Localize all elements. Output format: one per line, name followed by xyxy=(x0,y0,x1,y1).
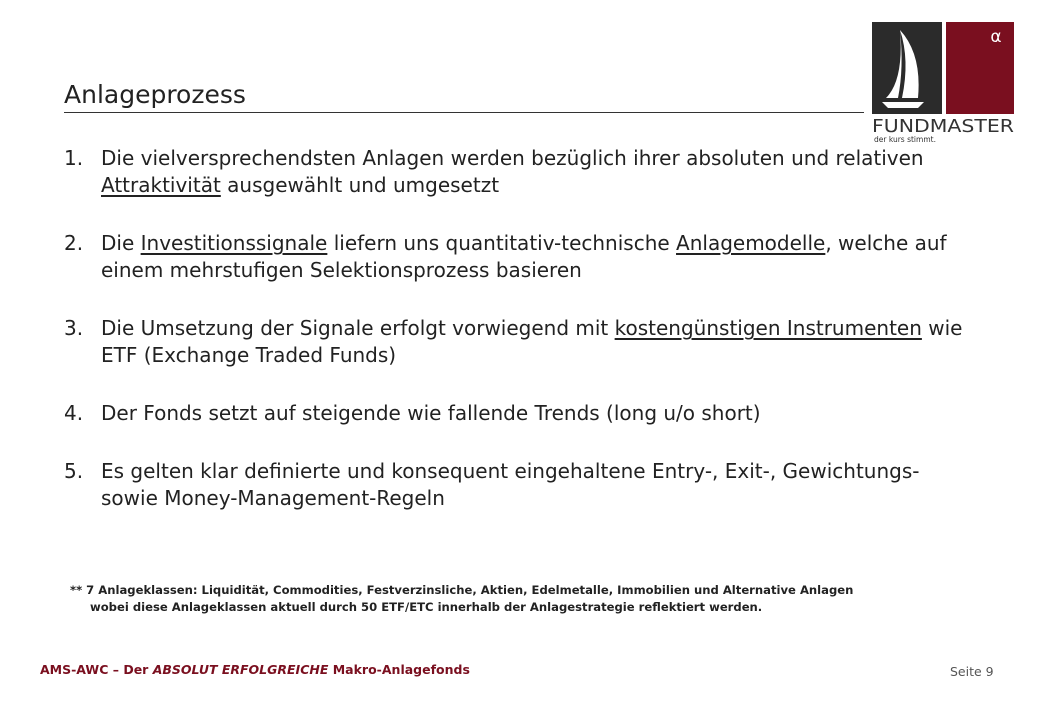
item-text: , welche auf einem mehrstufigen Selektionsprozess basieren xyxy=(101,231,947,282)
list-item-number: 5. xyxy=(64,459,84,483)
footer-fund-name xyxy=(40,662,470,677)
list-item xyxy=(64,145,964,199)
list-item-number: 2. xyxy=(64,231,84,255)
logo-accent-panel xyxy=(946,22,1014,114)
item-text: Die vielversprechendsten Anlagen werden bezüglich ihrer absoluten und relativen xyxy=(101,146,924,170)
list-item xyxy=(64,230,964,284)
slide-title: Anlageprozess xyxy=(64,80,246,109)
list-item xyxy=(64,458,964,512)
underlined-term: Attraktivität xyxy=(101,173,221,197)
list-item xyxy=(64,315,964,369)
underlined-term: Anlagemodelle xyxy=(676,231,826,255)
item-text: wie ETF (Exchange Traded Funds) xyxy=(101,316,963,367)
logo-tagline: der kurs stimmt. xyxy=(874,135,936,144)
list-item-number: 1. xyxy=(64,146,84,170)
list-item-number: 4. xyxy=(64,401,84,425)
list-item xyxy=(64,400,964,427)
list-item-number: 3. xyxy=(64,316,84,340)
footer-emphasis: ABSOLUT ERFOLGREICHE xyxy=(152,662,329,677)
logo-brand: FUNDMASTER xyxy=(872,116,1014,137)
process-list xyxy=(64,145,964,543)
item-text: liefern uns quantitativ-technische xyxy=(327,231,677,255)
item-text: Der Fonds setzt auf steigende wie fallende Trends (long u/o short) xyxy=(101,401,761,425)
footer-suffix: Makro-Anlagefonds xyxy=(328,662,470,677)
item-text: Die xyxy=(101,231,141,255)
page-number: Seite 9 xyxy=(950,664,994,679)
fundmaster-logo xyxy=(870,20,1016,144)
item-text: ausgewählt und umgesetzt xyxy=(220,173,500,197)
footer-prefix: AMS-AWC – Der xyxy=(40,662,153,677)
underlined-term: Investitionssignale xyxy=(140,231,328,255)
item-text: Die Umsetzung der Signale erfolgt vorwiegend mit xyxy=(101,316,615,340)
logo-symbol: α xyxy=(990,27,1002,47)
footnote-line-2: wobei diese Anlageklassen aktuell durch 50 ETF/ETC innerhalb der Anlagestrategie reflektiert werden. xyxy=(90,600,763,614)
footnote-line-1: ** 7 Anlageklassen: Liquidität, Commodities, Festverzinsliche, Aktien, Edelmetalle, Immobilien und Alternative Anlagen xyxy=(70,583,854,597)
underlined-term: kostengünstigen Instrumenten xyxy=(614,316,922,340)
title-rule xyxy=(64,112,864,113)
footnote xyxy=(70,582,1010,616)
item-text: Es gelten klar definierte und konsequent eingehaltene Entry-, Exit-, Gewichtungs- sowie Money-Management-Regeln xyxy=(101,459,920,510)
